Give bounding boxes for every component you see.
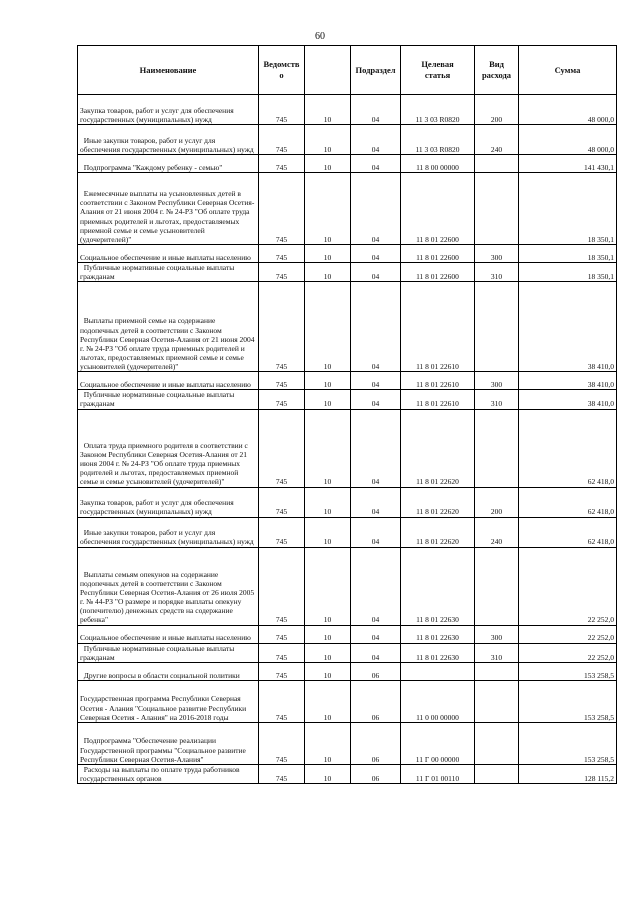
cell-amount: 128 115,2	[519, 764, 617, 783]
cell-amount: 153 258,5	[519, 662, 617, 680]
cell-target: 11 8 01 22620	[401, 487, 475, 517]
cell-name: Расходы на выплаты по оплате труда работников государственных органов	[78, 764, 259, 783]
cell-amount: 18 350,1	[519, 245, 617, 263]
cell-target: 11 8 01 22620	[401, 409, 475, 487]
cell-department: 745	[259, 173, 305, 245]
cell-amount: 62 418,0	[519, 517, 617, 547]
cell-department: 745	[259, 390, 305, 409]
cell-expense-type: 300	[475, 625, 519, 643]
cell-section: 10	[305, 662, 351, 680]
column-header-name: Наименование	[78, 46, 259, 95]
cell-target: 11 8 01 22620	[401, 517, 475, 547]
table-row	[78, 173, 617, 245]
cell-subsection: 04	[351, 282, 401, 372]
column-header-amount: Сумма	[519, 46, 617, 95]
cell-name: Публичные нормативные социальные выплаты гражданам	[78, 390, 259, 409]
table-row	[78, 282, 617, 372]
cell-expense-type	[475, 547, 519, 625]
cell-name: Закупка товаров, работ и услуг для обеспечения государственных (муниципальных) нужд	[78, 95, 259, 125]
cell-expense-type: 200	[475, 487, 519, 517]
cell-section: 10	[305, 95, 351, 125]
table-row	[78, 764, 617, 783]
cell-target: 11 8 01 22610	[401, 390, 475, 409]
cell-amount: 38 410,0	[519, 372, 617, 390]
table-row	[78, 125, 617, 155]
table-row	[78, 662, 617, 680]
cell-section: 10	[305, 125, 351, 155]
cell-name: Выплаты приемной семье на содержание подопечных детей в соответствии с Законом Республики Северная Осетия-Алания от 21 июня 2004 г. № 24-РЗ "Об оплате труда приемных родителей и льготах, предоставляемых приемной семье и семье усыновителей (удочерителей)"	[78, 282, 259, 372]
cell-expense-type	[475, 722, 519, 764]
column-header-subsection: Подраздел	[351, 46, 401, 95]
table-row	[78, 372, 617, 390]
cell-section: 10	[305, 372, 351, 390]
cell-department: 745	[259, 372, 305, 390]
cell-subsection: 04	[351, 643, 401, 662]
cell-expense-type	[475, 155, 519, 173]
cell-amount: 62 418,0	[519, 487, 617, 517]
cell-name: Социальное обеспечение и иные выплаты населению	[78, 245, 259, 263]
cell-name: Подпрограмма "Обеспечение реализации Государственной программы "Социальное развитие Республики Северная Осетия-Алания"	[78, 722, 259, 764]
cell-name: Публичные нормативные социальные выплаты гражданам	[78, 643, 259, 662]
cell-name: Государственная программа Республики Северная Осетия - Алания "Социальное развитие Республики Северная Осетия - Алания" на 2016-2018 годы	[78, 680, 259, 722]
cell-subsection: 04	[351, 263, 401, 282]
cell-department: 745	[259, 680, 305, 722]
cell-section: 10	[305, 764, 351, 783]
table-row	[78, 722, 617, 764]
cell-amount: 62 418,0	[519, 409, 617, 487]
cell-subsection: 04	[351, 173, 401, 245]
cell-section: 10	[305, 282, 351, 372]
cell-amount: 153 258,5	[519, 722, 617, 764]
cell-amount: 38 410,0	[519, 282, 617, 372]
cell-subsection: 06	[351, 680, 401, 722]
cell-target: 11 Г 00 00000	[401, 722, 475, 764]
cell-name: Ежемесячные выплаты на усыновленных детей в соответствии с Законом Республики Северная Осетия-Алания от 21 июня 2004 г. № 24-РЗ "Об оплате труда приемных родителей и льготах, предоставляемых приемной семье и семье усыновителей (удочерителей)"	[78, 173, 259, 245]
cell-expense-type	[475, 764, 519, 783]
cell-subsection: 04	[351, 372, 401, 390]
column-header-target: Целевая статья	[401, 46, 475, 95]
cell-amount: 22 252,0	[519, 547, 617, 625]
cell-amount: 141 430,1	[519, 155, 617, 173]
cell-subsection: 06	[351, 722, 401, 764]
cell-subsection: 04	[351, 155, 401, 173]
cell-subsection: 06	[351, 764, 401, 783]
column-header-department: Ведомств о	[259, 46, 305, 95]
cell-target: 11 8 01 22600	[401, 263, 475, 282]
cell-target: 11 0 00 00000	[401, 680, 475, 722]
cell-name: Оплата труда приемного родителя в соответствии с Законом Республики Северная Осетия-Алания от 21 июня 2004 г. № 24-РЗ "Об оплате труда приемных родителей и льготах, предоставляемых приемной семье и семье усыновителей (удочерителей)"	[78, 409, 259, 487]
table-header-row	[78, 46, 617, 95]
cell-expense-type: 300	[475, 372, 519, 390]
page-number: 60	[315, 31, 325, 42]
cell-section: 10	[305, 487, 351, 517]
cell-department: 745	[259, 764, 305, 783]
table-row	[78, 517, 617, 547]
cell-target: 11 8 00 00000	[401, 155, 475, 173]
cell-amount: 48 000,0	[519, 125, 617, 155]
cell-section: 10	[305, 680, 351, 722]
cell-section: 10	[305, 155, 351, 173]
cell-expense-type: 200	[475, 95, 519, 125]
table-row	[78, 487, 617, 517]
cell-department: 745	[259, 722, 305, 764]
cell-target: 11 8 01 22630	[401, 625, 475, 643]
cell-target: 11 3 03 R0820	[401, 95, 475, 125]
cell-target: 11 8 01 22630	[401, 547, 475, 625]
cell-subsection: 04	[351, 409, 401, 487]
cell-subsection: 06	[351, 662, 401, 680]
cell-subsection: 04	[351, 625, 401, 643]
table-body	[78, 95, 617, 784]
cell-amount: 22 252,0	[519, 643, 617, 662]
table-row	[78, 625, 617, 643]
cell-name: Публичные нормативные социальные выплаты гражданам	[78, 263, 259, 282]
cell-expense-type: 240	[475, 517, 519, 547]
cell-name: Другие вопросы в области социальной политики	[78, 662, 259, 680]
cell-name: Выплаты семьям опекунов на содержание подопечных детей в соответствии с Законом Республики Северная Осетия-Алания от 26 июля 2005 г. № 44-РЗ "О размере и порядке выплаты опекуну (попечителю) денежных средств на содержание ребенка"	[78, 547, 259, 625]
cell-expense-type	[475, 173, 519, 245]
cell-target	[401, 662, 475, 680]
cell-expense-type	[475, 409, 519, 487]
cell-section: 10	[305, 547, 351, 625]
cell-subsection: 04	[351, 487, 401, 517]
cell-section: 10	[305, 625, 351, 643]
cell-amount: 18 350,1	[519, 173, 617, 245]
cell-expense-type: 310	[475, 643, 519, 662]
cell-amount: 38 410,0	[519, 390, 617, 409]
cell-name: Иные закупки товаров, работ и услуг для обеспечения государственных (муниципальных) нужд	[78, 517, 259, 547]
cell-section: 10	[305, 722, 351, 764]
cell-name: Закупка товаров, работ и услуг для обеспечения государственных (муниципальных) нужд	[78, 487, 259, 517]
cell-section: 10	[305, 390, 351, 409]
cell-name: Иные закупки товаров, работ и услуг для обеспечения государственных (муниципальных) нужд	[78, 125, 259, 155]
cell-department: 745	[259, 263, 305, 282]
cell-subsection: 04	[351, 245, 401, 263]
cell-department: 745	[259, 643, 305, 662]
cell-subsection: 04	[351, 390, 401, 409]
cell-section: 10	[305, 643, 351, 662]
cell-expense-type: 240	[475, 125, 519, 155]
cell-subsection: 04	[351, 125, 401, 155]
cell-department: 745	[259, 95, 305, 125]
cell-section: 10	[305, 173, 351, 245]
table-row	[78, 643, 617, 662]
cell-target: 11 8 01 22610	[401, 372, 475, 390]
table-row	[78, 245, 617, 263]
cell-department: 745	[259, 625, 305, 643]
cell-expense-type: 310	[475, 263, 519, 282]
column-header-section	[305, 46, 351, 95]
cell-target: 11 8 01 22610	[401, 282, 475, 372]
cell-department: 745	[259, 409, 305, 487]
cell-expense-type	[475, 282, 519, 372]
cell-section: 10	[305, 245, 351, 263]
cell-department: 745	[259, 125, 305, 155]
table-row	[78, 547, 617, 625]
cell-amount: 18 350,1	[519, 263, 617, 282]
cell-amount: 22 252,0	[519, 625, 617, 643]
cell-name: Социальное обеспечение и иные выплаты населению	[78, 372, 259, 390]
cell-subsection: 04	[351, 95, 401, 125]
cell-department: 745	[259, 155, 305, 173]
cell-expense-type	[475, 662, 519, 680]
cell-section: 10	[305, 263, 351, 282]
cell-subsection: 04	[351, 547, 401, 625]
cell-amount: 153 258,5	[519, 680, 617, 722]
cell-department: 745	[259, 487, 305, 517]
table-row	[78, 95, 617, 125]
table-row	[78, 263, 617, 282]
cell-target: 11 Г 01 00110	[401, 764, 475, 783]
cell-department: 745	[259, 517, 305, 547]
cell-target: 11 8 01 22630	[401, 643, 475, 662]
cell-department: 745	[259, 282, 305, 372]
table-row	[78, 680, 617, 722]
cell-department: 745	[259, 245, 305, 263]
cell-name: Подпрограмма "Каждому ребенку - семью"	[78, 155, 259, 173]
table-row	[78, 409, 617, 487]
cell-expense-type: 310	[475, 390, 519, 409]
cell-department: 745	[259, 662, 305, 680]
table-row	[78, 390, 617, 409]
cell-target: 11 3 03 R0820	[401, 125, 475, 155]
cell-target: 11 8 01 22600	[401, 173, 475, 245]
table-row	[78, 155, 617, 173]
cell-target: 11 8 01 22600	[401, 245, 475, 263]
cell-section: 10	[305, 517, 351, 547]
column-header-expense-type: Вид расхода	[475, 46, 519, 95]
cell-subsection: 04	[351, 517, 401, 547]
budget-table	[77, 45, 617, 784]
cell-expense-type: 300	[475, 245, 519, 263]
cell-amount: 48 000,0	[519, 95, 617, 125]
cell-section: 10	[305, 409, 351, 487]
cell-name: Социальное обеспечение и иные выплаты населению	[78, 625, 259, 643]
cell-expense-type	[475, 680, 519, 722]
cell-department: 745	[259, 547, 305, 625]
